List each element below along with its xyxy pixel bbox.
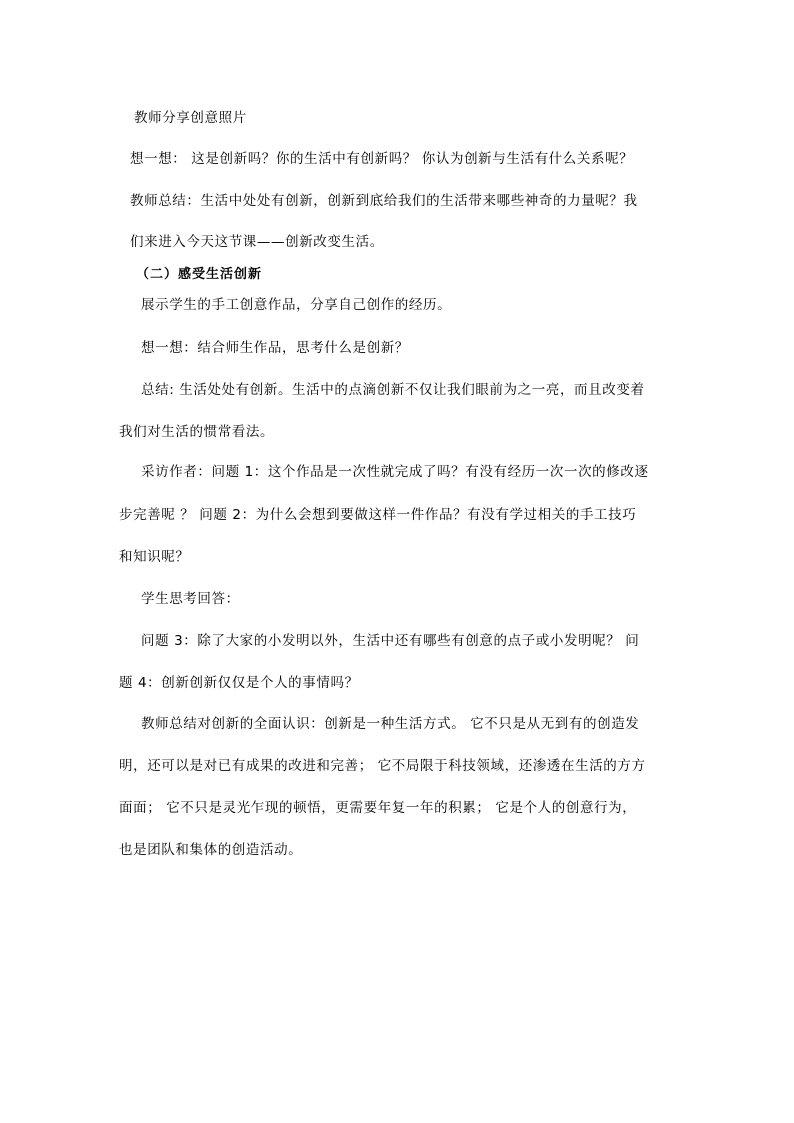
paragraph-line: 步完善呢 ？ 问题 2：为什么会想到要做这样一件作品？有没有学过相关的手工技巧	[119, 507, 637, 523]
paragraph-line: 学生思考回答：	[141, 591, 240, 607]
paragraph-line: 题 4：创新创新仅仅是个人的事情吗？	[119, 675, 359, 691]
paragraph-line: 教师总结：生活中处处有创新，创新到底给我们的生活带来哪些神奇的力量呢？我	[130, 193, 638, 209]
paragraph-line: 明，还可以是对已有成果的改进和完善； 它不局限于科技领域，还渗透在生活的方方	[119, 758, 646, 774]
paragraph-line: 教师分享创意照片	[134, 110, 247, 126]
paragraph-line: 采访作者：问题 1：这个作品是一次性就完成了吗？有没有经历一次一次的修改逐	[141, 464, 649, 480]
paragraph-line: 和知识呢？	[119, 549, 190, 565]
paragraph-line: 展示学生的手工创意作品，分享自己创作的经历。	[141, 297, 452, 313]
paragraph-line: 想一想： 这是创新吗？你的生活中有创新吗？ 你认为创新与生活有什么关系呢？	[130, 151, 634, 167]
paragraph-line: 想一想：结合师生作品，思考什么是创新？	[141, 340, 409, 356]
paragraph-line: 面面； 它不只是灵光乍现的顿悟，更需要年复一年的积累； 它是个人的创意行为，	[119, 800, 637, 816]
paragraph-line: 也是团队和集体的创造活动。	[119, 842, 303, 858]
paragraph-line: 我们对生活的惯常看法。	[119, 424, 275, 440]
paragraph-line: 们来进入今天这节课——创新改变生活。	[130, 234, 384, 250]
paragraph-line: 问题 3：除了大家的小发明以外，生活中还有哪些有创意的点子或小发明呢？ 问	[141, 633, 640, 649]
paragraph-line: 总结: 生活处处有创新。生活中的点滴创新不仅让我们眼前为之一亮，而且改变着	[141, 382, 645, 398]
paragraph-line: 教师总结对创新的全面认识：创新是一种生活方式。 它不只是从无到有的创造发	[141, 716, 640, 732]
section-heading: （二）感受生活创新	[136, 267, 263, 282]
